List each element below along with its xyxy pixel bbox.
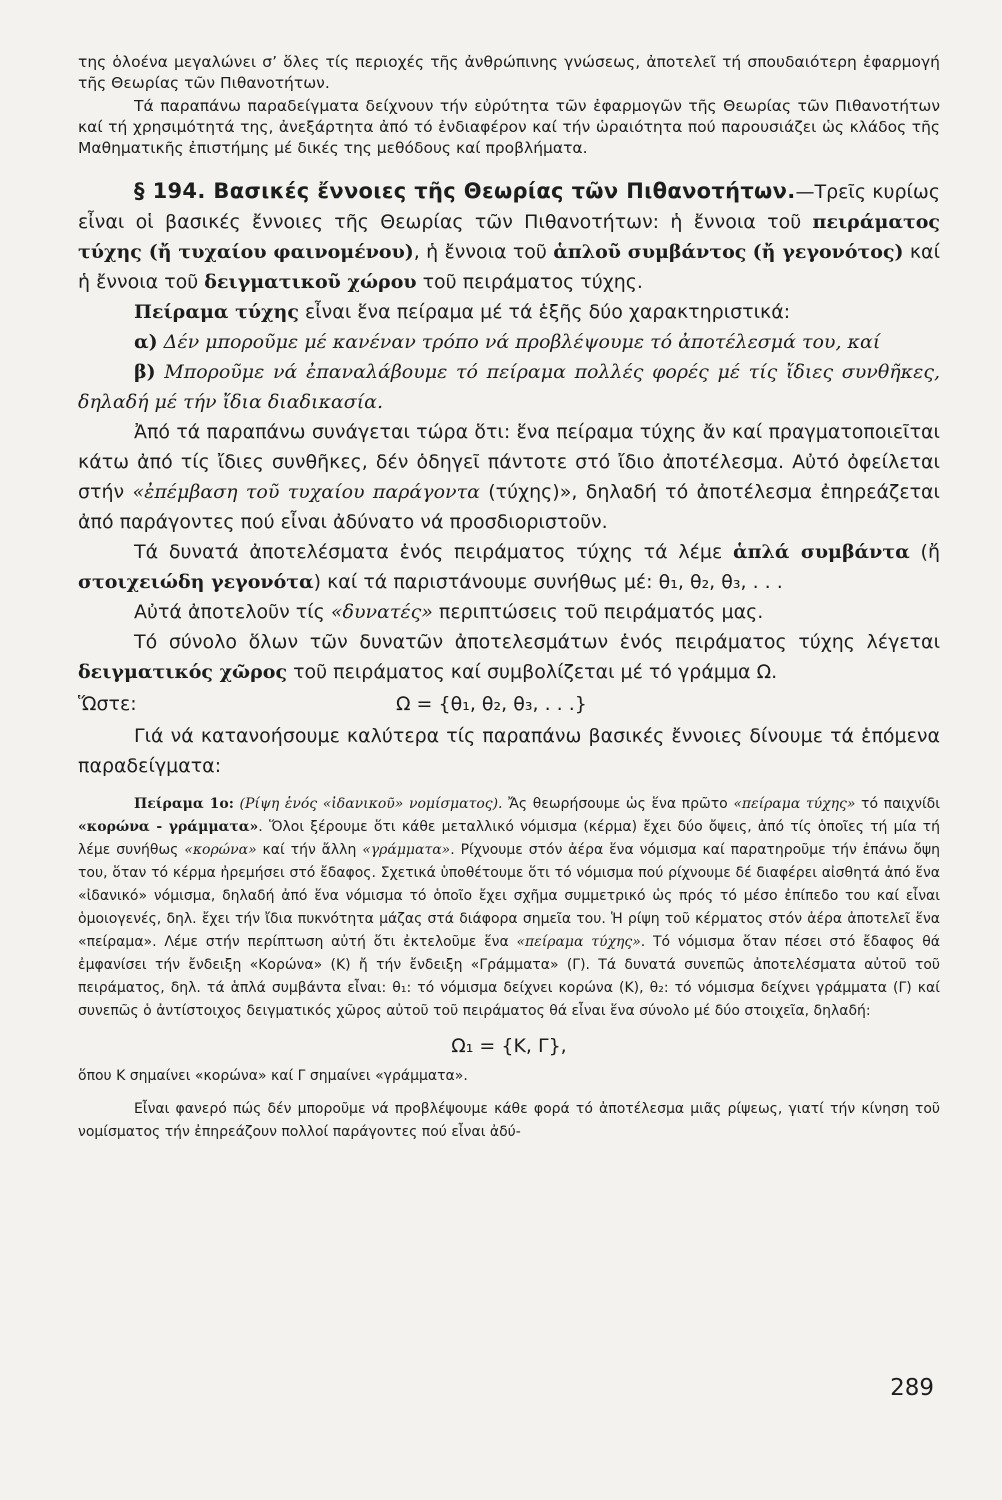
paragraph-examples-summary: Τά παραπάνω παραδείγματα δείχνουν τήν εὐρύτητα τῶν ἐφαρμογῶν τῆς Θεωρίας τῶν Πιθανοτήτων καί τή χρησιμότητά της, ἀνεξάρτητα ἀπό τό ἐνδιαφέρον καί τήν ὡραιότητα πού παρουσιάζει ὡς κλάδος τῆς Μαθηματικῆς ἐπιστήμης μέ δικές της μεθόδους καί προβλήματα. <box>78 97 940 157</box>
formula-coin-sample-space: Ω₁ = {Κ, Γ}, <box>451 1035 567 1057</box>
paragraph-sample-space: Τό σύνολο ὅλων τῶν δυνατῶν ἀποτελεσμάτων ἑνός πειράματος τύχης λέγεται δειγματικός χῶρος τοῦ πειράματος καί συμβολίζεται μέ τό γράμμα Ω. <box>78 631 940 683</box>
page-body <box>78 52 940 1144</box>
paragraph-cannot-predict: Εἶναι φανερό πώς δέν μποροῦμε νά προβλέψουμε κάθε φορά τό ἀποτέλεσμα μιᾶς ρίψεως, γιατί τήν κίνηση τοῦ νομίσματος τήν ἐπηρεάζουν πολλοί παράγοντες πού εἶναι ἀδύ- <box>78 1101 940 1140</box>
formula-sample-space <box>78 689 940 719</box>
paragraph-examples-intro: Γιά νά κατανοήσουμε καλύτερα τίς παραπάνω βασικές ἔννοιες δίνουμε τά ἑπόμενα παραδείγματα: <box>78 725 940 777</box>
characteristic-a: α) Δέν μποροῦμε μέ κανέναν τρόπο νά προβλέψουμε τό ἀποτέλεσμά του, καί <box>134 331 881 353</box>
paragraph-possible-cases: Αὐτά ἀποτελοῦν τίς «δυνατές» περιπτώσεις τοῦ πειράματός μας. <box>134 601 764 623</box>
paragraph-continued: της ὁλοένα μεγαλώνει σ’ ὅλες τίς περιοχές τῆς ἀνθρώπινης γνώσεως, ἀποτελεῖ τή σπουδαιότερη ἐφαρμογή τῆς Θεωρίας τῶν Πιθανοτήτων. <box>78 53 940 92</box>
paragraph-random-factor: Ἀπό τά παραπάνω συνάγεται τώρα ὅτι: ἕνα πείραμα τύχης ἄν καί πραγματοποιεῖται κάτω ἀπό τίς ἴδιες συνθῆκες, δέν ὁδηγεῖ πάντοτε στό ἴδιο ἀποτέλεσμα. Αὐτό ὀφείλεται στήν «ἐπέμβαση τοῦ τυχαίου παράγοντα (τύχης)», δηλαδή τό ἀποτέλεσμα ἐπηρεάζεται ἀπό παράγοντες πού εἶναι ἀδύνατο νά προσδιοριστοῦν. <box>78 421 940 533</box>
paragraph-where: ὅπου Κ σημαίνει «κορώνα» καί Γ σημαίνει «γράμματα». <box>78 1068 468 1084</box>
section-194-intro: § 194. Βασικές ἔννοιες τῆς Θεωρίας τῶν Πιθανοτήτων.—Τρεῖς κυρίως εἶναι οἱ βασικές ἔννοιες τῆς Θεωρίας τῶν Πιθανοτήτων: ἡ ἔννοια τοῦ πειράματος τύχης (ἤ τυχαίου φαινομένου), ἡ ἔννοια τοῦ ἁπλοῦ συμβάντος (ἤ γεγονότος) καί ἡ ἔννοια τοῦ δειγματικοῦ χώρου τοῦ πειράματος τύχης. <box>78 179 941 293</box>
example-experiment-1: Πείραμα 1ο: (Ρίψη ἑνός «ἰδανικοῦ» νομίσματος). Ἄς θεωρήσουμε ὡς ἕνα πρῶτο «πείραμα τύχης» τό παιχνίδι «κορώνα - γράμματα». Ὅλοι ξέρουμε ὅτι κάθε μεταλλικό νόμισμα (κέρμα) ἔχει δύο ὄψεις, ἀπό τίς ὁποῖες τή μία τή λέμε συνήθως «κορώνα» καί τήν ἄλλη «γράμματα». Ρίχνουμε στόν ἀέρα ἕνα νόμισμα καί παρατηροῦμε τήν ἐπάνω ὄψη του, ὅταν τό κέρμα ἠρεμήσει στό ἔδαφος. Σχετικά ὑποθέτουμε ὅτι τό νόμισμα πού ρίχνουμε δέ διαφέρει αἰσθητά ἀπό ἕνα «ἰδανικό» νόμισμα, δηλαδή ἀπό ἕνα νόμισμα τό ὁποῖο ἔχει σχῆμα συμμετρικό ὡς πρός τό μέσο ἐπίπεδο του καί εἶναι ὁμοιογενές, δηλ. ἔχει τήν ἴδια πυκνότητα μάζας στά διάφορα σημεῖα του. Ἡ ρίψη τοῦ κέρματος στόν ἀέρα ἀποτελεῖ ἕνα «πείραμα». Λέμε στήν περίπτωση αὐτή ὅτι ἐκτελοῦμε ἕνα «πείραμα τύχης». Τό νόμισμα ὅταν πέσει στό ἔδαφος θά ἐμφανίσει τήν ἔνδειξη «Κορώνα» (Κ) ἤ τήν ἔνδειξη «Γράμματα» (Γ). Τά δυνατά συνεπῶς ἀποτελέσματα αὐτοῦ τοῦ πειράματος, δηλ. τά ἁπλά συμβάντα εἶναι: θ₁: τό νόμισμα δείχνει κορώνα (Κ), θ₂: τό νόμισμα δείχνει γράμματα (Γ) καί συνεπῶς ὁ ἀντίστοιχος δειγματικός χῶρος αὐτοῦ τοῦ πειράματος θά εἶναι ἕνα σύνολο μέ δύο στοιχεῖα, δηλαδή: <box>78 796 940 1019</box>
page-number: 289 <box>890 1375 934 1401</box>
section-heading: § 194. Βασικές ἔννοιες τῆς Θεωρίας τῶν Πιθανοτήτων. <box>134 179 796 203</box>
definition-random-experiment: Πείραμα τύχης εἶναι ἕνα πείραμα μέ τά ἑξῆς δύο χαρακτηριστικά: <box>134 301 791 323</box>
formula-label: Ὥστε: <box>78 693 137 715</box>
characteristic-b: β) Μποροῦμε νά ἐπαναλάβουμε τό πείραμα πολλές φορές μέ τίς ἴδιες συνθῆκες, δηλαδή μέ τήν ἴδια διαδικασία. <box>78 361 940 413</box>
formula-equation: Ω = {θ₁, θ₂, θ₃, . . .} <box>396 693 587 715</box>
paragraph-simple-events: Τά δυνατά ἀποτελέσματα ἑνός πειράματος τύχης τά λέμε ἁπλά συμβάντα (ἤ στοιχειώδη γεγονότα) καί τά παριστάνουμε συνήθως μέ: θ₁, θ₂, θ₃, . . . <box>78 541 940 593</box>
